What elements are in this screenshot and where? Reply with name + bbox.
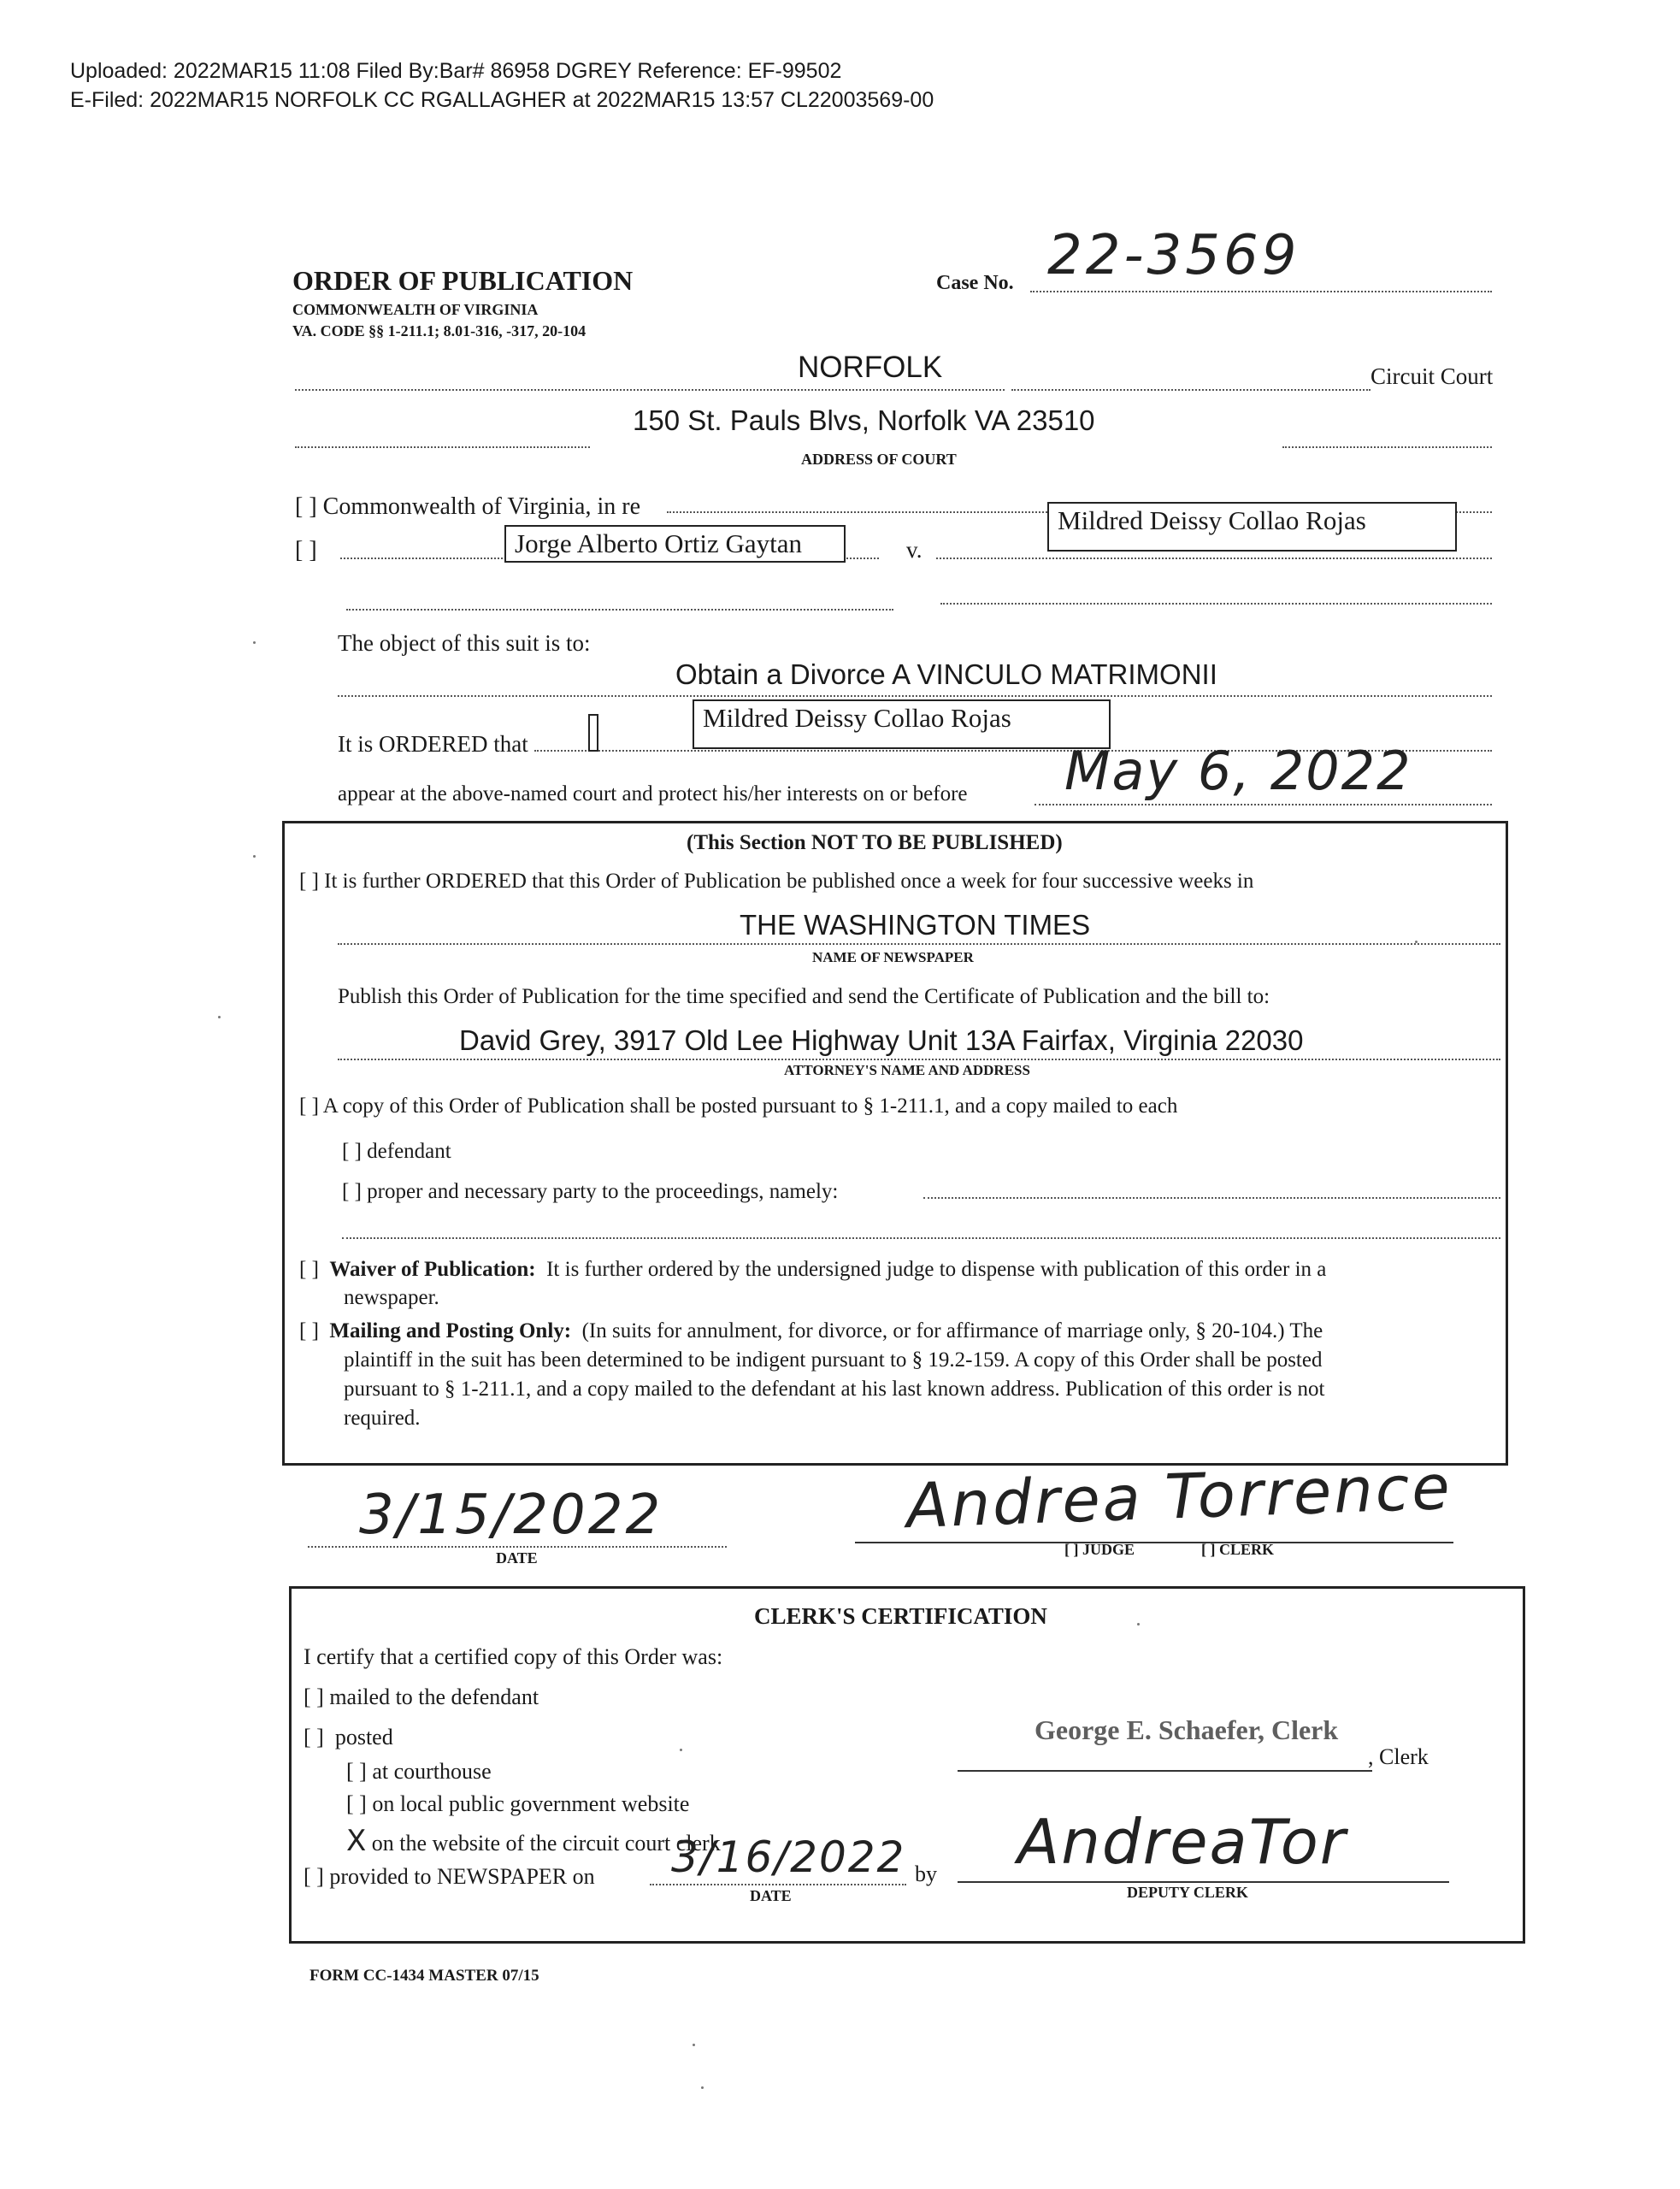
object-line xyxy=(338,695,1492,697)
object-label: The object of this suit is to: xyxy=(338,630,591,656)
mailing-checkbox: [ ] xyxy=(299,1319,319,1342)
mailing-text-3: pursuant to § 1-211.1, and a copy mailed to the defendant at his last known address. Publication of this order is not xyxy=(344,1378,1325,1401)
clerk-option: [ ] CLERK xyxy=(1201,1541,1274,1558)
clerk-label: , Clerk xyxy=(1368,1744,1429,1769)
scan-speck xyxy=(218,1016,221,1018)
mailing-text-2: plaintiff in the suit has been determined to be indigent pursuant to § 19.2-159. A copy of this Order shall be posted xyxy=(344,1348,1323,1372)
waiver-heading: Waiver of Publication: xyxy=(329,1258,536,1281)
plaintiff-name: Jorge Alberto Ortiz Gaytan xyxy=(504,525,846,563)
mailing-text-1: (In suits for annulment, for divorce, or for affirmance of marriage only, § 20-104.) The xyxy=(581,1319,1323,1342)
form-subtitle-code: VA. CODE §§ 1-211.1; 8.01-316, -317, 20-104 xyxy=(292,322,587,339)
cursor-mark xyxy=(588,714,598,752)
efiling-uploaded-line: Uploaded: 2022MAR15 11:08 Filed By:Bar# 86958 DGREY Reference: EF-99502 xyxy=(70,59,842,83)
judge-option: [ ] JUDGE xyxy=(1064,1541,1135,1558)
newspaper-label: NAME OF NEWSPAPER xyxy=(812,949,974,965)
newspaper-line xyxy=(338,943,1500,945)
object-value: Obtain a Divorce A VINCULO MATRIMONII xyxy=(675,658,1217,690)
judge-signature-line xyxy=(855,1542,1453,1543)
waiver-text: It is further ordered by the undersigned judge to dispense with publication of this order in a xyxy=(546,1258,1327,1281)
newspaper-name: THE WASHINGTON TIMES xyxy=(740,909,1091,941)
deputy-clerk-line xyxy=(958,1881,1449,1883)
form-number-footer: FORM CC-1434 MASTER 07/15 xyxy=(309,1967,539,1985)
form-title: ORDER OF PUBLICATION xyxy=(292,265,634,296)
attorney-name-address: David Grey, 3917 Old Lee Highway Unit 13A Fairfax, Virginia 22030 xyxy=(459,1024,1304,1056)
defendant-name: Mildred Deissy Collao Rojas xyxy=(1047,502,1457,552)
posted-copy-text: [ ] A copy of this Order of Publication shall be posted pursuant to § 1-211.1, and a copy mailed to each xyxy=(299,1094,1178,1118)
order-date-value: 3/15/2022 xyxy=(359,1484,663,1547)
provided-date-line xyxy=(650,1884,906,1885)
circuit-court-label: Circuit Court xyxy=(1371,363,1494,389)
mailing-posting-option xyxy=(299,1317,1324,1433)
efiling-filed-line: E-Filed: 2022MAR15 NORFOLK CC RGALLAGHER at 2022MAR15 13:57 CL22003569-00 xyxy=(70,88,934,112)
mailed-option: [ ] mailed to the defendant xyxy=(304,1685,539,1709)
posted-checkbox: [ ] xyxy=(304,1725,324,1749)
mailing-heading: Mailing and Posting Only: xyxy=(329,1319,572,1342)
scan-speck xyxy=(693,2044,695,2046)
provided-date-label: DATE xyxy=(750,1887,792,1904)
ordered-party-name: Mildred Deissy Collao Rojas xyxy=(693,699,1111,749)
proper-party-line xyxy=(923,1197,1500,1199)
circuit-website-label: on the website of the circuit court clerk xyxy=(371,1831,721,1856)
court-name-line xyxy=(295,389,1005,391)
court-address: 150 St. Pauls Blvs, Norfolk VA 23510 xyxy=(633,404,1095,436)
waiver-text-cont: newspaper. xyxy=(344,1286,439,1309)
scan-speck xyxy=(701,2086,704,2089)
case-no-value: 22-3569 xyxy=(1047,224,1300,287)
clerk-name-stamp: George E. Schaefer, Clerk xyxy=(1035,1714,1339,1745)
party-blank-line-right xyxy=(940,603,1492,605)
defendant-line xyxy=(936,558,1492,559)
order-date-label: DATE xyxy=(496,1549,538,1567)
appear-date-line xyxy=(1035,804,1492,805)
appear-text: appear at the above-named court and protect his/her interests on or before xyxy=(338,782,968,805)
scan-speck xyxy=(253,641,256,644)
court-name: NORFOLK xyxy=(798,351,943,384)
certification-intro: I certify that a certified copy of this Order was: xyxy=(304,1644,723,1669)
deputy-clerk-label: DEPUTY CLERK xyxy=(1127,1884,1248,1901)
case-no-line xyxy=(1030,291,1492,292)
circuit-website-check-mark: X xyxy=(346,1824,367,1858)
attorney-line xyxy=(338,1059,1500,1060)
unpublished-heading: (This Section NOT TO BE PUBLISHED) xyxy=(687,831,1063,854)
attorney-label: ATTORNEY'S NAME AND ADDRESS xyxy=(784,1062,1030,1078)
party-checkbox: [ ] xyxy=(295,537,317,563)
posted-label: posted xyxy=(334,1725,393,1749)
further-ordered-text: [ ] It is further ORDERED that this Order of Publication be published once a week for four successive weeks in xyxy=(299,870,1254,893)
court-address-line-right xyxy=(1282,446,1492,448)
courthouse-option: [ ] at courthouse xyxy=(346,1759,492,1784)
scan-speck xyxy=(253,855,256,858)
provided-newspaper-option: [ ] provided to NEWSPAPER on xyxy=(304,1864,595,1889)
mailing-text-4: required. xyxy=(344,1407,421,1430)
address-of-court-label: ADDRESS OF COURT xyxy=(801,451,957,468)
commonwealth-option: [ ] Commonwealth of Virginia, in re xyxy=(295,493,640,520)
provided-date-value: 3/16/2022 xyxy=(671,1832,906,1882)
efiling-header xyxy=(70,56,934,115)
versus-label: v. xyxy=(906,537,923,563)
ordered-label: It is ORDERED that xyxy=(338,731,528,757)
court-address-line-left xyxy=(295,446,590,448)
proper-party-line-2 xyxy=(342,1237,1500,1239)
clerk-signature-line xyxy=(958,1770,1372,1772)
circuit-website-option xyxy=(346,1824,721,1858)
court-name-line-right xyxy=(1011,389,1371,391)
proper-party-option: [ ] proper and necessary party to the proceedings, namely: xyxy=(342,1180,839,1203)
publish-instructions: Publish this Order of Publication for the time specified and send the Certificate of Publication and the bill to: xyxy=(338,985,1270,1008)
deputy-clerk-signature: AndreaTor xyxy=(1017,1806,1347,1878)
party-blank-line-left xyxy=(346,609,893,611)
form-subtitle-state: COMMONWEALTH OF VIRGINIA xyxy=(292,301,539,318)
waiver-option xyxy=(299,1255,1326,1312)
local-website-option: [ ] on local public government website xyxy=(346,1791,690,1816)
case-no-label: Case No. xyxy=(936,272,1014,294)
clerk-certification-heading: CLERK'S CERTIFICATION xyxy=(754,1603,1047,1629)
appear-date: May 6, 2022 xyxy=(1064,740,1412,802)
posted-option xyxy=(304,1725,393,1750)
defendant-option: [ ] defendant xyxy=(342,1140,451,1163)
judge-signature: Andrea Torrence xyxy=(905,1450,1453,1543)
waiver-checkbox: [ ] xyxy=(299,1258,319,1281)
by-label: by xyxy=(915,1862,937,1886)
